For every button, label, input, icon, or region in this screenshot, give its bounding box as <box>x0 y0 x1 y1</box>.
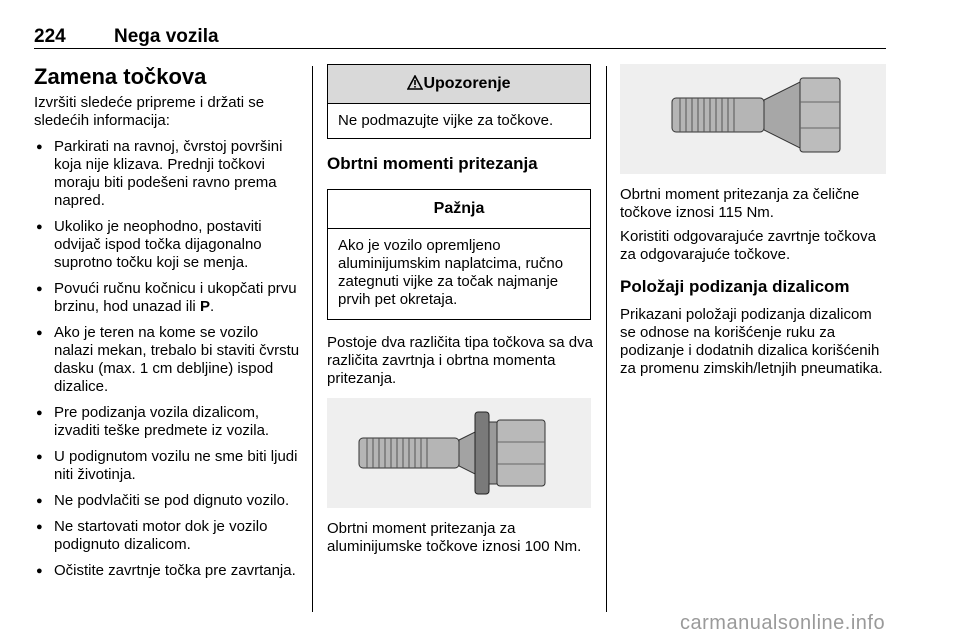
intro-text: Izvršiti sledeće pripreme i držati se sledećih informacija: <box>34 94 265 129</box>
column-1 <box>34 64 300 580</box>
alloy-torque-text: Obrtni moment pritezanja za aluminijumske točkove iznosi 100 Nm. <box>327 520 582 555</box>
column-2 <box>327 64 593 556</box>
alloy-wheel-bolt-image <box>327 398 591 508</box>
list-item: ● Parkirati na ravnoj, čvrstoj površini koja nije klizava. Prednji točkovi moraju biti podešeni ravno prema napred. <box>34 138 300 210</box>
gear-letter: P <box>199 298 210 315</box>
steel-torque-text: Obrtni moment pritezanja za čelične točkove iznosi 115 Nm. <box>620 186 860 221</box>
list-item: ● Ukoliko je neophodno, postaviti odvijač ispod točka dijagonalno suprotno točku koji se menja. <box>34 218 300 272</box>
steel-wheel-bolt-image <box>620 64 886 174</box>
running-title: Nega vozila <box>114 26 219 47</box>
warning-title: Upozorenje <box>423 75 511 92</box>
list-item: ● Ne podvlačiti se pod dignuto vozilo. <box>34 492 300 510</box>
list-item: ● Pre podizanja vozila dizalicom, izvaditi teške predmete iz vozila. <box>34 404 300 440</box>
jacking-text: Prikazani položaji podizanja dizalicom se odnose na korišćenje ruku za podizanje i dodatnih dizalica korišćenih za promenu zimskih/letnjih pneumatika. <box>620 306 883 377</box>
section-heading: Zamena točkova <box>34 64 207 89</box>
column-divider <box>606 66 607 612</box>
watermark: carmanualsonline.info <box>680 612 886 634</box>
warning-text: Ne podmazujte vijke za točkove. <box>338 112 554 129</box>
list-item-end: . <box>209 298 215 315</box>
warning-box <box>327 64 591 139</box>
page-header <box>34 22 886 49</box>
warning-icon <box>407 75 423 90</box>
list-item: ● Ne startovati motor dok je vozilo podignuto dizalicom. <box>34 518 300 554</box>
note-title: Pažnja <box>328 190 590 229</box>
page-number: 224 <box>34 26 66 47</box>
list-item: ● Ako je teren na kome se vozilo nalazi mekan, trebalo bi staviti čvrstu dasku (max. 1 cm debljine) ispod dizalice. <box>34 324 300 396</box>
column-3 <box>620 64 888 378</box>
list-item: ● Očistite zavrtnje točka pre zavrtanja. <box>34 562 300 580</box>
column-divider <box>312 66 313 612</box>
list-item: ● U podignutom vozilu ne sme biti ljudi niti životinja. <box>34 448 300 484</box>
bolt-usage-text: Koristiti odgovarajuće zavrtnje točkova za odgovarajuće točkove. <box>620 228 876 263</box>
list-item-text: Povući ručnu kočnicu i ukopčati prvu brzinu, hod unazad ili <box>54 280 297 315</box>
list-item <box>34 280 300 316</box>
preparation-list <box>34 138 300 580</box>
torque-heading: Obrtni momenti pritezanja <box>327 154 538 173</box>
warning-header <box>328 65 590 104</box>
note-text: Ako je vozilo opremljeno aluminijumskim naplatcima, ručno zategnuti vijke za točak najmanje prvih pet okretaja. <box>338 237 564 308</box>
note-box <box>327 189 591 320</box>
jacking-heading: Položaji podizanja dizalicom <box>620 277 850 296</box>
wheel-types-text: Postoje dva različita tipa točkova sa dva različita zavrtnja i obrtna momenta pritezanja. <box>327 334 593 387</box>
